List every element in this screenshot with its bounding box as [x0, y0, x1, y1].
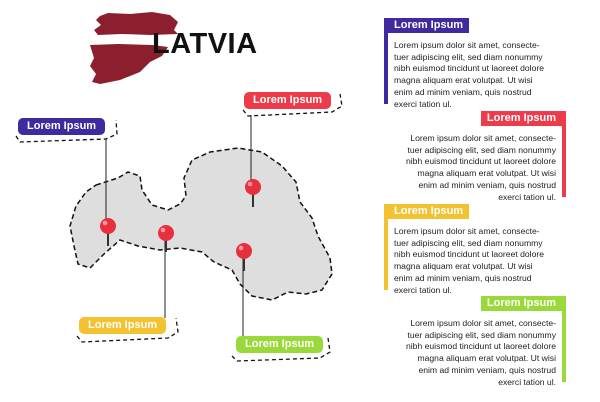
map-tag-purple: Lorem Ipsum [18, 118, 105, 135]
card-line: Lorem ipsum dolor sit amet, consecte- [410, 318, 556, 328]
card-line: magna aliquam erat volutpat. Ut wisi [417, 353, 556, 364]
info-card-3 [384, 204, 564, 295]
card-line: Lorem ipsum dolor sit amet, consecte- [394, 226, 540, 236]
card-line: magna aliquam erat volutpat. Ut wisi [394, 261, 533, 272]
card-line: magna aliquam erat volutpat. Ut wisi [417, 168, 556, 179]
card-line: Lorem ipsum dolor sit amet, consecte- [410, 133, 556, 143]
map-tag-yellow: Lorem Ipsum [79, 317, 166, 334]
card-heading: Lorem Ipsum [481, 111, 562, 126]
card-heading: Lorem Ipsum [481, 296, 562, 311]
card-line: tuer adipiscing elit, sed diam nonummy [407, 329, 556, 340]
card-line: magna aliquam erat volutpat. Ut wisi [394, 75, 533, 86]
card-accent-bar [562, 296, 566, 382]
card-body [398, 318, 556, 388]
card-body [394, 226, 552, 296]
card-line: exerci tation ul. [394, 98, 452, 109]
card-line: nibh euismod tincidunt ut laoreet dolore [394, 63, 545, 74]
card-line: tuer adipiscing elit, sed diam nonummy [394, 51, 543, 62]
card-accent-bar [562, 111, 566, 197]
card-line: Lorem ipsum dolor sit amet, consecte- [394, 40, 540, 50]
card-line: nibh euismod tincidunt ut laoreet dolore [405, 341, 556, 352]
card-line: nibh euismod tincidunt ut laoreet dolore [394, 249, 545, 260]
page-title: LATVIA [152, 28, 258, 60]
card-heading: Lorem Ipsum [388, 204, 469, 219]
map-tag-red: Lorem Ipsum [244, 92, 331, 109]
info-card-4 [388, 296, 566, 387]
map-tag-green: Lorem Ipsum [236, 336, 323, 353]
card-body [398, 133, 556, 203]
card-body [394, 40, 552, 110]
card-line: tuer adipiscing elit, sed diam nonummy [394, 237, 543, 248]
card-line: exerci tation ul. [394, 284, 452, 295]
card-line: enim ad minim veniam, quis nostrud [394, 86, 532, 97]
card-line: enim ad minim veniam, quis nostrud [418, 364, 556, 375]
info-card-1 [384, 18, 564, 109]
card-heading: Lorem Ipsum [388, 18, 469, 33]
card-line: enim ad minim veniam, quis nostrud [418, 179, 556, 190]
card-line: enim ad minim veniam, quis nostrud [394, 272, 532, 283]
card-line: exerci tation ul. [498, 191, 556, 202]
card-line: exerci tation ul. [498, 376, 556, 387]
card-line: nibh euismod tincidunt ut laoreet dolore [405, 156, 556, 167]
info-card-2 [388, 111, 566, 202]
card-line: tuer adipiscing elit, sed diam nonummy [407, 144, 556, 155]
